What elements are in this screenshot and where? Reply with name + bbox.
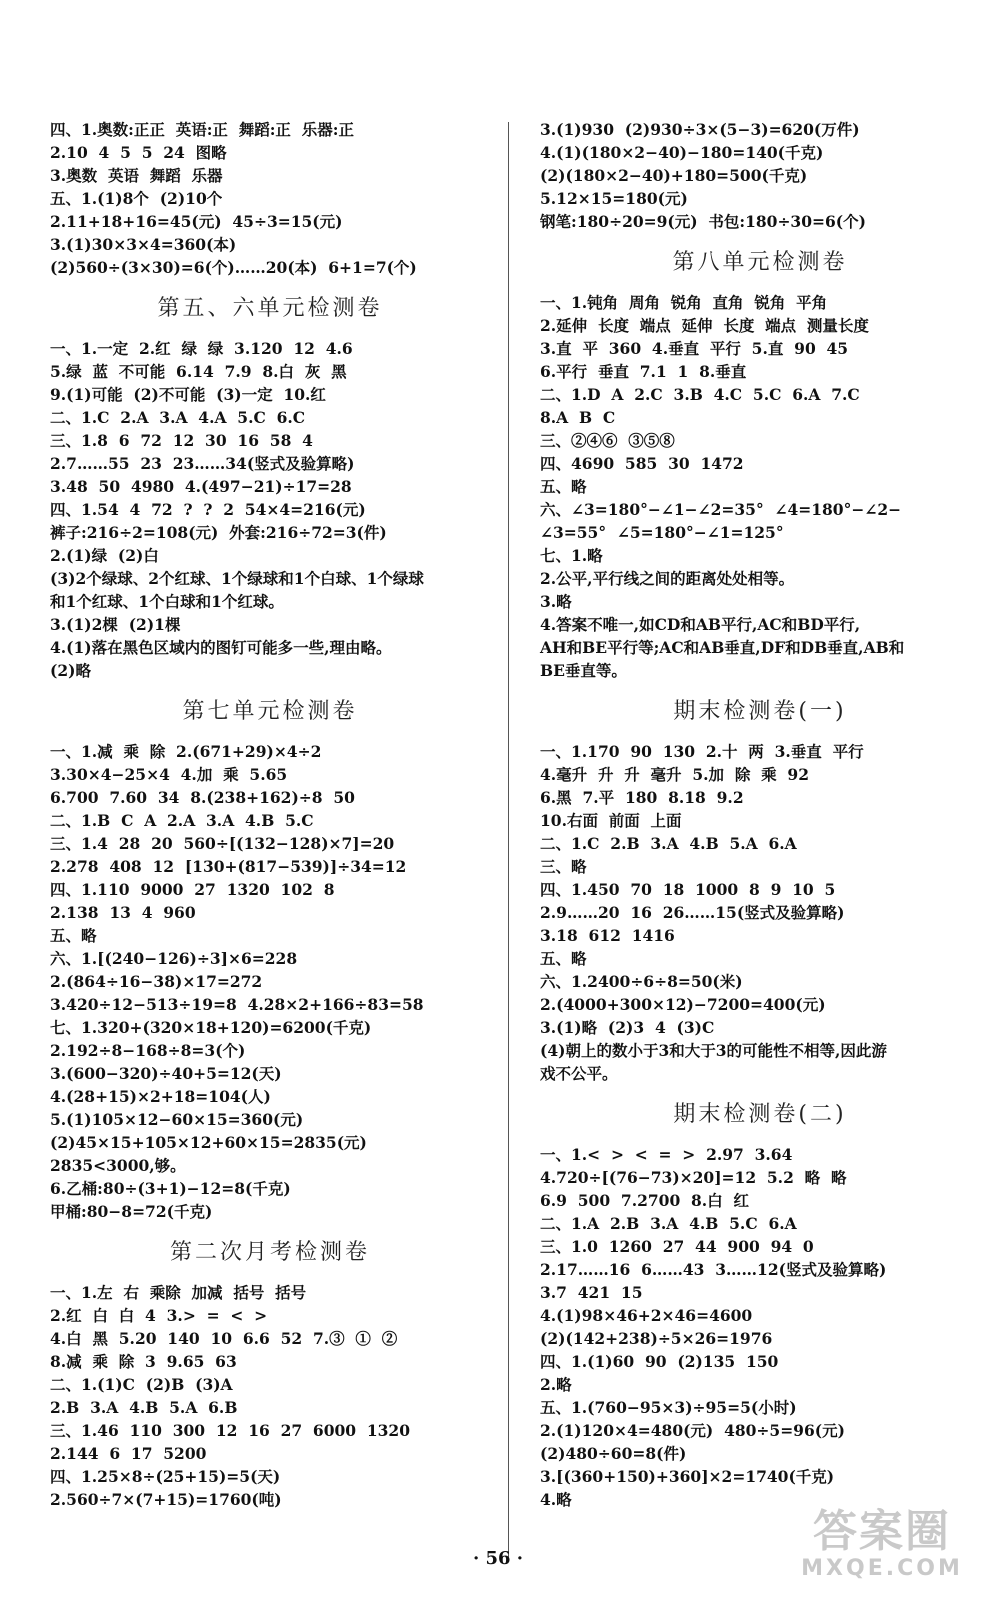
answer-line: 2.(864÷16−38)×17=272 xyxy=(50,972,263,991)
answer-line: 3.奥数 英语 舞蹈 乐器 xyxy=(50,166,223,185)
right-column xyxy=(540,118,980,1511)
answer-line: 3.420÷12−513÷19=8 4.28×2+166÷83=58 xyxy=(50,995,424,1014)
watermark-logo xyxy=(782,1508,982,1588)
answer-line: 七、1.320+(320×18+120)=6200(千克) xyxy=(50,1018,372,1037)
answer-line: 5.12×15=180(元) xyxy=(540,189,688,208)
answer-line: 2.10 4 5 5 24 图略 xyxy=(50,143,227,162)
answer-line: 2.公平,平行线之间的距离处处相等。 xyxy=(540,569,795,588)
answer-line: 二、1.C 2.B 3.A 4.B 5.A 6.A xyxy=(540,834,797,853)
answer-line: 钢笔:180÷20=9(元) 书包:180÷30=6(个) xyxy=(540,212,866,231)
answer-line: 五、略 xyxy=(50,926,97,945)
answer-line: 2.138 13 4 960 xyxy=(50,903,196,922)
answer-line: 2835<3000,够。 xyxy=(50,1156,186,1175)
answer-line: 8.A B C xyxy=(540,408,616,427)
answer-line: AH和BE平行等;AC和AB垂直,DF和DB垂直,AB和 xyxy=(540,638,905,657)
answer-line: 一、1.170 90 130 2.十 两 3.垂直 平行 xyxy=(540,742,864,761)
answer-line: 4.720÷[(76−73)×20]=12 5.2 略 略 xyxy=(540,1168,847,1187)
answer-line: 2.17……16 6……43 3……12(竖式及验算略) xyxy=(540,1260,887,1279)
answer-line: 4.白 黑 5.20 140 10 6.6 52 7.③ ① ② xyxy=(50,1329,398,1348)
answer-line: 二、1.B C A 2.A 3.A 4.B 5.C xyxy=(50,811,314,830)
answer-line: (2)560÷(3×30)=6(个)……20(本) 6+1=7(个) xyxy=(50,258,417,277)
answer-line: 6.9 500 7.2700 8.白 红 xyxy=(540,1191,749,1210)
answer-line: 2.略 xyxy=(540,1375,572,1394)
answer-line: (2)(142+238)÷5×26=1976 xyxy=(540,1329,773,1348)
answer-line: 8.减 乘 除 3 9.65 63 xyxy=(50,1352,237,1371)
answer-line: 3.(1)30×3×4=360(本) xyxy=(50,235,237,254)
answer-line: (4)朝上的数小于3和大于3的可能性不相等,因此游 xyxy=(540,1041,887,1060)
answer-line: 3.30×4−25×4 4.加 乘 5.65 xyxy=(50,765,288,784)
answer-line: 4.(1)(180×2−40)−180=140(千克) xyxy=(540,143,824,162)
answer-line: 三、1.8 6 72 12 30 16 58 4 xyxy=(50,431,313,450)
answer-line: 三、略 xyxy=(540,857,587,876)
column-divider xyxy=(508,122,509,1562)
answer-line: 3.(1)略 (2)3 4 (3)C xyxy=(540,1018,715,1037)
answer-line: 3.直 平 360 4.垂直 平行 5.直 90 45 xyxy=(540,339,849,358)
answer-line: 甲桶:80−8=72(千克) xyxy=(50,1202,213,1221)
answer-line: 二、1.(1)C (2)B (3)A xyxy=(50,1375,233,1394)
answer-line: 6.平行 垂直 7.1 1 8.垂直 xyxy=(540,362,747,381)
answer-line: 3.(1)930 (2)930÷3×(5−3)=620(万件) xyxy=(540,120,860,139)
left-column xyxy=(50,118,490,1511)
answer-line: 裤子:216÷2=108(元) 外套:216÷72=3(件) xyxy=(50,523,387,542)
answer-line: (2)略 xyxy=(50,661,91,680)
answer-line: 4.(1)98×46+2×46=4600 xyxy=(540,1306,753,1325)
answer-line: 2.9……20 16 26……15(竖式及验算略) xyxy=(540,903,845,922)
answer-line: 9.(1)可能 (2)不可能 (3)一定 10.红 xyxy=(50,385,326,404)
answer-line: 一、1.一定 2.红 绿 绿 3.120 12 4.6 xyxy=(50,339,353,358)
answer-line: 四、1.奥数:正正 英语:正 舞蹈:正 乐器:正 xyxy=(50,120,354,139)
answer-line: (3)2个绿球、2个红球、1个绿球和1个白球、1个绿球 xyxy=(50,569,424,588)
answer-line: 四、1.25×8÷(25+15)=5(天) xyxy=(50,1467,281,1486)
answer-line: 二、1.D A 2.C 3.B 4.C 5.C 6.A 7.C xyxy=(540,385,860,404)
answer-line: 一、1.减 乘 除 2.(671+29)×4÷2 xyxy=(50,742,322,761)
answer-line: 戏不公平。 xyxy=(540,1064,618,1083)
answer-line: 3.(1)2棵 (2)1棵 xyxy=(50,615,181,634)
answer-line: 四、1.450 70 18 1000 8 9 10 5 xyxy=(540,880,836,899)
answer-line: 5.(1)105×12−60×15=360(元) xyxy=(50,1110,304,1129)
answer-line: BE垂直等。 xyxy=(540,661,627,680)
answer-line: 3.[(360+150)+360]×2=1740(千克) xyxy=(540,1467,835,1486)
answer-line: 六、1.2400÷6÷8=50(米) xyxy=(540,972,743,991)
answer-line: 4.答案不唯一,如CD和AB平行,AC和BD平行, xyxy=(540,615,861,634)
answer-line: 四、1.110 9000 27 1320 102 8 xyxy=(50,880,335,899)
answer-line: 2.(1)120×4=480(元) 480÷5=96(元) xyxy=(540,1421,845,1440)
answer-line: 一、1.左 右 乘除 加减 括号 括号 xyxy=(50,1283,307,1302)
answer-line: (2)(180×2−40)+180=500(千克) xyxy=(540,166,808,185)
answer-line: 3.略 xyxy=(540,592,572,611)
section-title: 第五、六单元检测卷 xyxy=(157,296,383,321)
answer-line: 5.绿 蓝 不可能 6.14 7.9 8.白 灰 黑 xyxy=(50,362,347,381)
answer-line: 2.(4000+300×12)−7200=400(元) xyxy=(540,995,826,1014)
answer-line: 三、②④⑥ ③⑤⑧ xyxy=(540,431,675,450)
answer-line: 四、1.(1)60 90 (2)135 150 xyxy=(540,1352,779,1371)
answer-line: 五、1.(1)8个 (2)10个 xyxy=(50,189,223,208)
answer-line: 6.黑 7.平 180 8.18 9.2 xyxy=(540,788,744,807)
page-number: · 56 · xyxy=(472,1548,524,1569)
watermark-cn: 答案圈 xyxy=(813,1506,951,1557)
answer-line: 二、1.C 2.A 3.A 4.A 5.C 6.C xyxy=(50,408,306,427)
answer-line: 七、1.略 xyxy=(540,546,603,565)
answer-line: 三、1.46 110 300 12 16 27 6000 1320 xyxy=(50,1421,410,1440)
answer-line: (2)45×15+105×12+60×15=2835(元) xyxy=(50,1133,367,1152)
answer-line: 五、略 xyxy=(540,477,587,496)
answer-line: 6.乙桶:80÷(3+1)−12=8(千克) xyxy=(50,1179,291,1198)
answer-line: 2.红 白 白 4 3.> = < > xyxy=(50,1306,268,1325)
answer-line: 3.18 612 1416 xyxy=(540,926,675,945)
answer-line: 六、∠3=180°−∠1−∠2=35° ∠4=180°−∠2− xyxy=(540,500,902,519)
answer-line: ∠3=55° ∠5=180°−∠1=125° xyxy=(540,523,784,542)
answer-line: 2.560÷7×(7+15)=1760(吨) xyxy=(50,1490,282,1509)
answer-line: (2)480÷60=8(件) xyxy=(540,1444,687,1463)
section-title: 第二次月考检测卷 xyxy=(169,1240,370,1265)
answer-line: 4.(28+15)×2+18=104(人) xyxy=(50,1087,271,1106)
answer-line: 2.(1)绿 (2)白 xyxy=(50,546,159,565)
answer-line: 四、4690 585 30 1472 xyxy=(540,454,744,473)
section-title: 第八单元检测卷 xyxy=(672,250,848,275)
answer-line: 10.右面 前面 上面 xyxy=(540,811,682,830)
answer-line: 一、1.钝角 周角 锐角 直角 锐角 平角 xyxy=(540,293,828,312)
answer-line: 2.144 6 17 5200 xyxy=(50,1444,207,1463)
answer-line: 2.278 408 12 [130+(817−539)]÷34=12 xyxy=(50,857,407,876)
answer-line: 2.192÷8−168÷8=3(个) xyxy=(50,1041,246,1060)
section-title: 第七单元检测卷 xyxy=(182,699,358,724)
answer-line: 一、1.< > < = > 2.97 3.64 xyxy=(540,1145,793,1164)
answer-line: 三、1.4 28 20 560÷[(132−128)×7]=20 xyxy=(50,834,395,853)
answer-line: 3.7 421 15 xyxy=(540,1283,643,1302)
section-title: 期末检测卷(一) xyxy=(673,699,847,724)
answer-line: 四、1.54 4 72 ? ? 2 54×4=216(元) xyxy=(50,500,366,519)
answer-line: 2.B 3.A 4.B 5.A 6.B xyxy=(50,1398,238,1417)
answer-line: 五、略 xyxy=(540,949,587,968)
answer-line: 六、1.[(240−126)÷3]×6=228 xyxy=(50,949,298,968)
answer-line: 6.700 7.60 34 8.(238+162)÷8 50 xyxy=(50,788,355,807)
answer-line: 和1个红球、1个白球和1个红球。 xyxy=(50,592,284,611)
answer-line: 4.毫升 升 升 毫升 5.加 除 乘 92 xyxy=(540,765,809,784)
answer-line: 2.7……55 23 23……34(竖式及验算略) xyxy=(50,454,355,473)
answer-line: 4.略 xyxy=(540,1490,572,1509)
answer-line: 三、1.0 1260 27 44 900 94 0 xyxy=(540,1237,814,1256)
answer-line: 4.(1)落在黑色区域内的图钉可能多一些,理由略。 xyxy=(50,638,392,657)
answer-line: 3.48 50 4980 4.(497−21)÷17=28 xyxy=(50,477,352,496)
watermark-en: MXQE.COM xyxy=(801,1556,963,1581)
answer-line: 3.(600−320)÷40+5=12(天) xyxy=(50,1064,282,1083)
answer-line: 2.11+18+16=45(元) 45÷3=15(元) xyxy=(50,212,343,231)
answer-line: 五、1.(760−95×3)÷95=5(小时) xyxy=(540,1398,797,1417)
answer-line: 2.延伸 长度 端点 延伸 长度 端点 测量长度 xyxy=(540,316,869,335)
answer-line: 二、1.A 2.B 3.A 4.B 5.C 6.A xyxy=(540,1214,797,1233)
section-title: 期末检测卷(二) xyxy=(673,1102,847,1127)
